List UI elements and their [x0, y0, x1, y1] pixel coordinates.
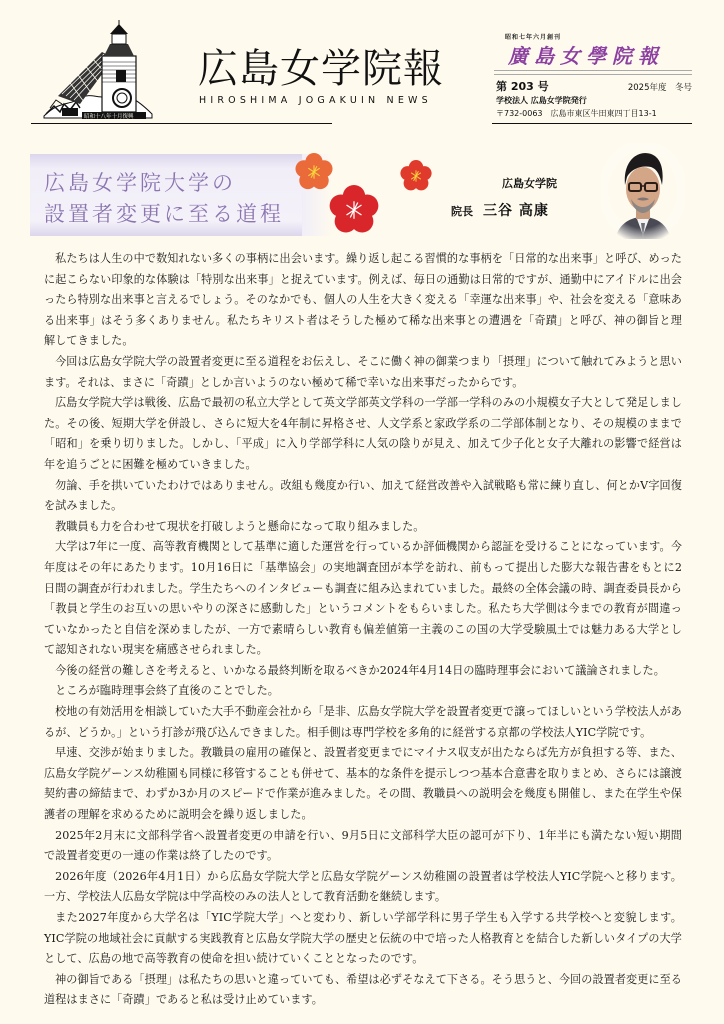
newsletter-title: 広島女学院報	[198, 46, 444, 92]
article-paragraph: 私たちは人生の中で数知れない多くの事柄に出会います。繰り返し起こる習慣的な事柄を「日常的な出来事」と呼び、めったに起こらない印象的な体験は「特別な出来事」と捉えています。例えば、毎日の通勤は日常的ですが、通勤中にアイドルに出会ったら特別な出来事と言えるでしょう。そのなかでも、個人の人生を大きく変える「幸運な出来事」や、社会を変える「意味ある出来事」はそう多くありません。私たちキリスト者はそうした極めて稀な出来事との遭遇を「奇蹟」と呼び、神の御旨と理解してきました。	[44, 252, 682, 348]
author-name: 三谷 高康	[483, 203, 549, 219]
article-paragraph: ところが臨時理事会終了直後のことでした。	[55, 684, 279, 698]
article-paragraph: 校地の有効活用を相談していた大手不動産会社から「是非、広島女学院大学を設置者変更で譲ってほしいという学校法人があるが、どうか。」という打診が飛び込んできました。相手側は専門学校を多角的に経営する京都の学校法人YIC学院です。	[44, 705, 682, 739]
author-portrait-photo	[601, 143, 685, 239]
founded-caption: 昭和七年六月創刊	[505, 34, 562, 41]
author-byline	[451, 200, 549, 220]
address: 〒732-0063 広島市東区牛田東四丁目13-1	[496, 109, 657, 118]
article-paragraph: 今回は広島女学院大学の設置者変更に至る道程をお伝えし、そこに働く神の御業つまり「摂理」について触れてみようと思います。それは、まさに「奇蹟」としか言いようのない極めて稀で幸いな出来事だったからです。	[44, 354, 682, 389]
issue-number: 第 203 号	[496, 80, 549, 93]
publisher: 学校法人 広島女学院発行	[496, 96, 587, 105]
issue-season: 2025年度 冬号	[627, 83, 692, 93]
clock-tower-logo-icon	[40, 20, 160, 122]
article-paragraph: 神の御旨である「摂理」は私たちの思いと違っていても、希望は必ずそなえて下さる。そう思うと、今回の設置者変更に至る道程はまさに「奇蹟」であると私は受け止めています。	[44, 972, 682, 1007]
calligraphy-logo: 廣島女學院報	[508, 44, 664, 68]
building-stamp-text: 昭和十八年十月復興	[84, 114, 134, 120]
issue-info	[496, 78, 692, 94]
article-paragraph: 広島女学院大学は戦後、広島で最初の私立大学として英文学部英文学科の一学部一学科のみの小規模女子大として発足しました。その後、短期大学を併設し、さらに短大を4年制に昇格させ、人文学系と家政学系の二学部体制となり、その規模のままで「昭和」を乗り切りました。しかし、「平成」に入り学部学科に人気の陰りが見え、加えて少子化と女子大離れの影響で経営は年を追うごとに困難を極めていきました。	[44, 396, 682, 471]
article-paragraph: 2026年度（2026年4月1日）から広島女学院大学と広島女学院ゲーンス幼稚園の設置者は学校法人YIC学院へと移ります。一方、学校法人広島女学院は中学高校のみの法人として教育活動を継続します。	[44, 869, 682, 904]
blossom-orange	[295, 153, 332, 189]
article-paragraph: 今後の経営の難しさを考えると、いかなる最終判断を取るべきか2024年4月14日の臨時理事会において議論されました。	[55, 663, 665, 677]
masthead-divider-right	[492, 123, 692, 124]
double-rule-divider	[494, 70, 692, 75]
article-paragraph: 大学は7年に一度、高等教育機関として基準に適した運営を行っているか評価機関から認証を受けることになっています。今年度はその年にあたります。10月16日に「基準協会」の実地調査団が本学を訪れ、前もって提出した膨大な報告書をもとに2日間の調査が行われました。学生たちへのインタビューも調査に組み込まれていました。最終の全体会議の時、調査委員長から「教員と学生のお互いの思いやりの深さに感動した」というコメントをもらいました。私たち大学側は今までの教育が間違っていなかったと自信を深めましたが、一方で素晴らしい教育も偏差値第一主義のこの国の大学受験風土では魅力ある大学として認知されない現実を痛感させられました。	[44, 540, 682, 657]
masthead-divider	[31, 123, 332, 124]
newsletter-subtitle: HIROSHIMA JOGAKUIN NEWS	[199, 95, 432, 106]
article-paragraph: 勿論、手を拱いていたわけではありません。改組も幾度か行い、加えて経営改善や入試戦略も常に練り直し、何とかV字回復を試みました。	[44, 478, 682, 513]
article-title-line-1: 広島女学院大学の	[44, 171, 236, 195]
article-body	[44, 249, 682, 1011]
plum-blossom-icon	[206, 144, 446, 240]
article-title-line-2: 設置者変更に至る道程	[44, 202, 284, 226]
article-paragraph: 早速、交渉が始まりました。教職員の雇用の確保と、設置者変更までにマイナス収支が出たならば先方が負担する等、また、広島女学院ゲーンス幼稚園も同様に移管することも併せて、基本的な条件を提示しつつ基本合意書を取りまとめ、さらには譲渡契約書の締結まで、わずか3か月のスピードで作業が進みました。その間、教職員への説明会を幾度も開催し、また在学生や保護者の理解を求めるために説明会を繰り返しました。	[44, 746, 682, 822]
article-paragraph: また2027年度から大学名は「YIC学院大学」へと変わり、新しい学部学科に男子学生も入学する共学校へと変貌します。YIC学院の地域社会に貢献する実践教育と広島女学院大学の歴史と伝統の中で培った人格教育とを結合した新しいタイプの大学として、広島の地で高等教育の使命を担い続けていくこととなったのです。	[44, 911, 682, 966]
blossom-red-large	[330, 185, 379, 233]
author-role: 院長	[451, 205, 473, 218]
article-paragraph: 2025年2月末に文部科学省へ設置者変更の申請を行い、9月5日に文部科学大臣の認可が下り、1年半にも満たない短い期間で設置者変更の一連の作業は終了したのです。	[44, 828, 682, 863]
masthead	[0, 0, 724, 128]
article-paragraph: 教職員も力を合わせて現状を打破しようと懸命になって取り組みました。	[55, 519, 425, 533]
blossom-red-small	[400, 160, 431, 190]
author-organization: 広島女学院	[502, 177, 557, 190]
